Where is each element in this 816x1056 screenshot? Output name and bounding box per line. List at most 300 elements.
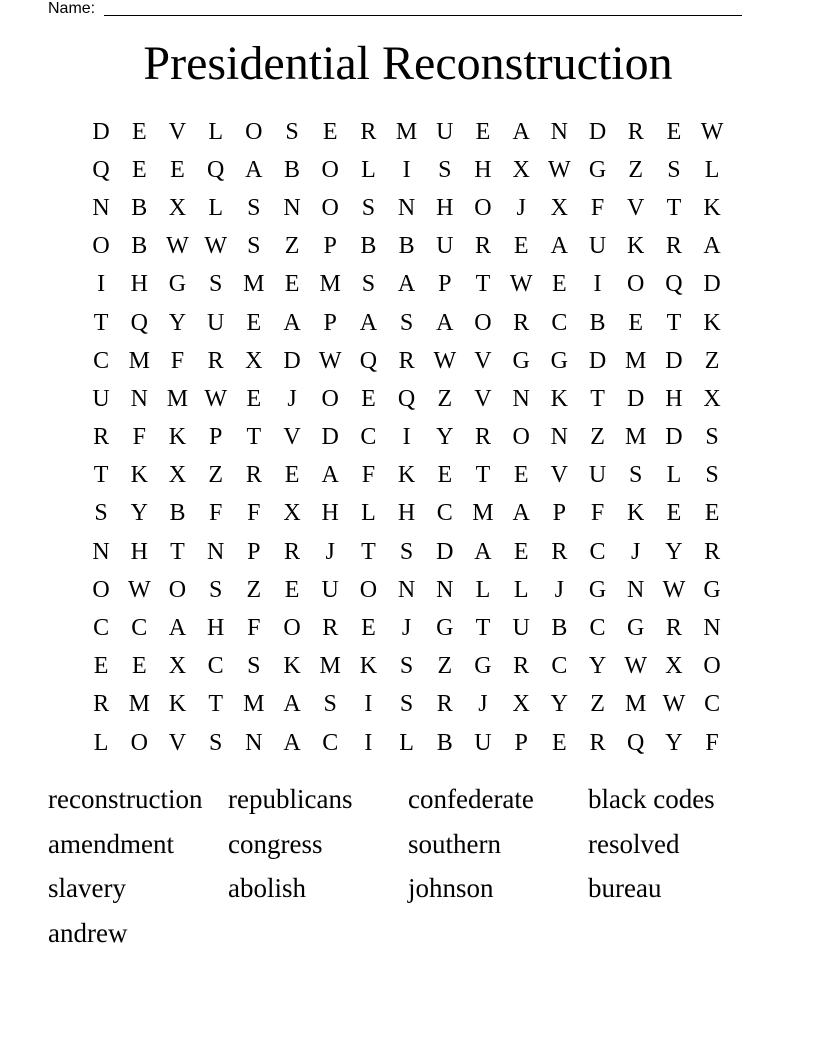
grid-letter: S [705, 424, 719, 451]
grid-letter: J [325, 538, 335, 565]
grid-letter: R [322, 615, 339, 642]
grid-letter: W [127, 576, 151, 603]
grid-letter: G [436, 615, 454, 642]
grid-letter: P [514, 729, 528, 756]
grid-letter: J [554, 576, 565, 603]
grid-letter: E [131, 653, 147, 680]
grid-letter: C [551, 309, 568, 336]
grid-letter: G [703, 576, 721, 603]
grid-letter: O [321, 194, 339, 221]
grid-letter: R [93, 424, 110, 451]
grid-letter: Z [590, 691, 605, 718]
grid-letter: C [551, 653, 568, 680]
grid-letter: R [398, 347, 415, 374]
grid-letter: J [287, 385, 297, 412]
grid-letter: R [704, 538, 721, 565]
grid-letter: C [131, 615, 148, 642]
grid-letter: S [361, 194, 376, 221]
grid-letter: D [665, 424, 683, 451]
grid-letter: M [128, 691, 150, 718]
grid-letter: P [247, 538, 261, 565]
grid-letter: H [474, 156, 492, 183]
grid-letter: N [397, 576, 416, 603]
grid-letter: L [361, 156, 376, 183]
word-list-item: abolish [228, 873, 306, 903]
grid-letter: A [283, 729, 301, 756]
grid-letter: C [322, 729, 339, 756]
word-list-item: congress [228, 828, 323, 859]
grid-letter: R [93, 691, 110, 718]
grid-letter: J [516, 194, 526, 221]
grid-letter: G [512, 347, 530, 374]
grid-letter: Q [130, 309, 148, 336]
grid-letter: X [512, 691, 530, 718]
grid-letter: R [284, 538, 301, 565]
grid-letter: E [513, 538, 529, 565]
grid-letter: F [361, 462, 376, 489]
grid-letter: C [704, 691, 721, 718]
grid-letter: L [513, 576, 529, 603]
grid-letter: W [318, 347, 342, 374]
word-list-item: johnson [408, 873, 494, 903]
grid-letter: R [551, 538, 568, 565]
grid-letter: O [474, 194, 492, 221]
grid-letter: W [624, 653, 648, 680]
grid-letter: S [399, 691, 414, 718]
grid-letter: N [130, 385, 148, 412]
grid-letter: Y [588, 653, 607, 680]
grid-letter: V [627, 194, 645, 221]
grid-letter: A [245, 156, 263, 183]
grid-letter: T [590, 385, 605, 412]
grid-letter: T [208, 691, 223, 718]
grid-letter: P [208, 424, 223, 451]
grid-letter: B [436, 729, 453, 756]
word-list-item: resolved [588, 828, 680, 859]
grid-letter: N [92, 538, 110, 565]
grid-letter: S [399, 309, 414, 336]
grid-letter: B [284, 156, 301, 183]
grid-letter: K [703, 194, 721, 221]
grid-letter: Q [206, 156, 225, 183]
grid-letter: A [397, 271, 416, 298]
grid-letter: B [169, 500, 186, 527]
grid-letter: R [589, 729, 606, 756]
grid-letter: G [168, 271, 187, 298]
grid-letter: S [399, 653, 414, 680]
word-list-item: bureau [588, 873, 662, 903]
word-list-item: republicans [228, 784, 353, 814]
grid-letter: F [247, 500, 261, 527]
grid-letter: M [395, 118, 418, 145]
grid-letter: G [588, 576, 607, 603]
grid-letter: L [361, 500, 376, 527]
grid-letter: F [705, 729, 719, 756]
grid-letter: E [246, 385, 262, 412]
grid-letter: E [475, 118, 491, 145]
grid-letter: V [168, 118, 187, 145]
grid-letter: E [628, 309, 644, 336]
grid-letter: A [436, 309, 454, 336]
grid-letter: R [360, 118, 377, 145]
grid-letter: K [168, 424, 187, 451]
grid-letter: I [364, 729, 373, 756]
grid-letter: A [283, 309, 301, 336]
grid-letter: G [627, 615, 645, 642]
grid-letter: H [321, 500, 339, 527]
grid-letter: A [359, 309, 378, 336]
grid-letter: N [92, 194, 110, 221]
grid-letter: S [208, 729, 223, 756]
grid-letter: H [130, 538, 148, 565]
grid-letter: J [631, 538, 641, 565]
grid-letter: O [168, 576, 187, 603]
grid-letter: F [247, 615, 261, 642]
grid-letter: B [551, 615, 568, 642]
grid-letter: T [93, 462, 109, 489]
grid-letter: S [247, 653, 261, 680]
grid-letter: A [512, 118, 530, 145]
grid-letter: B [360, 233, 377, 260]
grid-letter: V [474, 347, 492, 374]
grid-letter: E [284, 271, 300, 298]
grid-letter: S [208, 576, 223, 603]
grid-letter: U [588, 233, 607, 260]
grid-letter: L [704, 156, 720, 183]
grid-letter: G [550, 347, 569, 374]
grid-letter: T [170, 538, 185, 565]
grid-letter: T [666, 309, 682, 336]
word-list-item: black codes [588, 784, 715, 814]
grid-letter: D [588, 118, 607, 145]
grid-letter: L [208, 194, 223, 221]
grid-letter: O [92, 576, 110, 603]
grid-letter: T [361, 538, 376, 565]
grid-letter: S [438, 156, 452, 183]
grid-letter: O [283, 615, 301, 642]
word-list-item: slavery [48, 873, 126, 903]
grid-letter: S [667, 156, 681, 183]
grid-letter: U [206, 309, 225, 336]
grid-letter: W [548, 156, 571, 183]
grid-letter: K [130, 462, 148, 489]
grid-letter: S [285, 118, 299, 145]
grid-letter: O [359, 576, 378, 603]
grid-letter: S [629, 462, 643, 489]
grid-letter: N [550, 424, 569, 451]
grid-letter: H [206, 615, 225, 642]
grid-letter: N [245, 729, 263, 756]
grid-letter: B [398, 233, 415, 260]
grid-letter: H [397, 500, 416, 527]
grid-letter: R [207, 347, 224, 374]
grid-letter: W [662, 576, 686, 603]
grid-letter: X [168, 653, 187, 680]
grid-letter: S [399, 538, 414, 565]
grid-letter: R [474, 233, 491, 260]
grid-letter: M [319, 271, 341, 298]
grid-letter: Z [704, 347, 720, 374]
grid-letter: S [208, 271, 223, 298]
grid-letter: E [284, 462, 300, 489]
grid-letter: F [132, 424, 146, 451]
grid-letter: V [283, 424, 301, 451]
grid-letter: V [474, 385, 492, 412]
grid-letter: Q [627, 729, 645, 756]
grid-letter: I [364, 691, 373, 718]
grid-letter: A [168, 615, 187, 642]
grid-letter: D [283, 347, 301, 374]
grid-letter: C [589, 615, 606, 642]
grid-letter: E [666, 118, 682, 145]
grid-letter: W [433, 347, 457, 374]
grid-letter: M [166, 385, 189, 412]
letter-grid [82, 113, 731, 762]
grid-letter: E [170, 156, 185, 183]
grid-letter: E [513, 462, 529, 489]
grid-letter: X [168, 194, 187, 221]
grid-letter: D [321, 424, 339, 451]
grid-letter: C [207, 653, 224, 680]
grid-letter: L [93, 729, 109, 756]
grid-letter: T [475, 615, 491, 642]
grid-letter: L [666, 462, 682, 489]
grid-letter: F [590, 500, 605, 527]
grid-letter: X [550, 194, 569, 221]
grid-letter: H [436, 194, 454, 221]
grid-letter: D [588, 347, 607, 374]
grid-letter: Z [246, 576, 262, 603]
grid-letter: N [512, 385, 530, 412]
grid-letter: O [627, 271, 645, 298]
grid-letter: E [322, 118, 338, 145]
grid-letter: S [94, 500, 108, 527]
grid-letter: K [550, 385, 569, 412]
grid-letter: R [245, 462, 262, 489]
grid-letter: R [436, 691, 453, 718]
grid-letter: Z [208, 462, 223, 489]
grid-letter: K [359, 653, 378, 680]
grid-letter: C [436, 500, 453, 527]
grid-letter: P [323, 233, 337, 260]
grid-letter: U [436, 118, 454, 145]
grid-letter: E [704, 500, 720, 527]
grid-letter: M [472, 500, 494, 527]
grid-letter: N [436, 576, 454, 603]
grid-letter: W [204, 233, 227, 260]
grid-letter: C [93, 615, 110, 642]
grid-letter: M [625, 691, 647, 718]
grid-letter: V [168, 729, 187, 756]
grid-letter: D [703, 271, 721, 298]
grid-letter: E [131, 156, 147, 183]
grid-letter: V [550, 462, 569, 489]
name-label: Name: [48, 0, 96, 17]
grid-letter: A [512, 500, 530, 527]
grid-letter: F [170, 347, 185, 374]
grid-letter: C [589, 538, 606, 565]
grid-letter: P [438, 271, 452, 298]
grid-letter: O [321, 385, 339, 412]
grid-letter: U [588, 462, 607, 489]
grid-letter: O [130, 729, 148, 756]
grid-letter: D [665, 347, 683, 374]
grid-letter: R [665, 615, 682, 642]
grid-letter: K [627, 233, 645, 260]
grid-letter: M [625, 347, 647, 374]
grid-letter: K [627, 500, 645, 527]
grid-letter: M [243, 691, 265, 718]
grid-letter: A [474, 538, 492, 565]
grid-letter: O [512, 424, 530, 451]
grid-letter: N [397, 194, 416, 221]
grid-letter: D [436, 538, 454, 565]
grid-letter: M [243, 271, 265, 298]
grid-letter: E [246, 309, 262, 336]
grid-letter: E [552, 271, 567, 298]
grid-letter: J [401, 615, 412, 642]
grid-letter: U [321, 576, 339, 603]
grid-letter: U [92, 385, 110, 412]
grid-letter: Z [284, 233, 300, 260]
grid-letter: G [588, 156, 607, 183]
grid-letter: Q [359, 347, 378, 374]
grid-letter: E [131, 118, 147, 145]
name-write-line [104, 15, 742, 16]
grid-letter: N [283, 194, 301, 221]
grid-letter: U [436, 233, 454, 260]
grid-letter: A [550, 233, 569, 260]
grid-letter: E [284, 576, 300, 603]
grid-letter: O [321, 156, 339, 183]
grid-letter: R [627, 118, 644, 145]
grid-letter: T [475, 462, 491, 489]
word-list-item: amendment [48, 828, 174, 859]
page-title: Presidential Reconstruction [143, 37, 673, 90]
grid-letter: X [665, 653, 683, 680]
grid-letter: I [402, 424, 411, 451]
grid-letter: C [93, 347, 110, 374]
grid-letter: A [321, 462, 339, 489]
grid-letter: R [513, 653, 530, 680]
grid-letter: Y [436, 424, 454, 451]
grid-letter: W [662, 691, 686, 718]
grid-letter: I [593, 271, 602, 298]
grid-letter: O [92, 233, 110, 260]
grid-letter: T [666, 194, 682, 221]
grid-letter: U [474, 729, 492, 756]
grid-letter: E [93, 653, 109, 680]
grid-letter: B [589, 309, 606, 336]
grid-letter: Q [92, 156, 110, 183]
grid-letter: X [168, 462, 187, 489]
grid-letter: O [703, 653, 721, 680]
grid-letter: Y [550, 691, 569, 718]
grid-letter: W [166, 233, 189, 260]
grid-letter: Z [437, 653, 453, 680]
grid-letter: S [705, 462, 719, 489]
word-list-item: southern [408, 828, 501, 859]
grid-letter: U [512, 615, 530, 642]
grid-letter: Y [168, 309, 187, 336]
grid-letter: Z [628, 156, 644, 183]
grid-letter: T [246, 424, 262, 451]
grid-letter: Y [665, 538, 683, 565]
grid-letter: E [666, 500, 682, 527]
grid-letter: K [397, 462, 416, 489]
word-list-item: confederate [408, 784, 534, 814]
grid-letter: Z [437, 385, 453, 412]
grid-letter: D [92, 118, 110, 145]
grid-letter: K [168, 691, 187, 718]
grid-letter: S [247, 233, 261, 260]
grid-letter: H [130, 271, 148, 298]
grid-letter: P [552, 500, 567, 527]
grid-letter: N [703, 615, 721, 642]
grid-letter: M [625, 424, 647, 451]
grid-letter: X [512, 156, 530, 183]
grid-letter: S [247, 194, 261, 221]
grid-letter: O [245, 118, 263, 145]
grid-letter: X [283, 500, 301, 527]
grid-letter: Q [397, 385, 416, 412]
grid-letter: F [590, 194, 605, 221]
grid-letter: S [323, 691, 337, 718]
grid-letter: P [323, 309, 337, 336]
grid-letter: B [131, 233, 148, 260]
word-list-item: andrew [48, 917, 128, 948]
grid-letter: R [474, 424, 491, 451]
grid-letter: M [319, 653, 341, 680]
grid-letter: F [208, 500, 223, 527]
word-list-item: reconstruction [48, 784, 203, 814]
grid-letter: Y [665, 729, 683, 756]
grid-letter: X [703, 385, 721, 412]
grid-letter: K [283, 653, 301, 680]
grid-letter: E [513, 233, 529, 260]
grid-letter: N [550, 118, 569, 145]
grid-letter: C [360, 424, 377, 451]
grid-letter: A [283, 691, 301, 718]
grid-letter: E [437, 462, 453, 489]
word-list [48, 780, 768, 958]
grid-letter: A [703, 233, 721, 260]
grid-letter: L [208, 118, 223, 145]
grid-letter: I [402, 156, 411, 183]
grid-letter: W [204, 385, 227, 412]
grid-letter: W [700, 118, 724, 145]
grid-letter: R [665, 233, 682, 260]
grid-letter: S [361, 271, 376, 298]
grid-letter: Y [130, 500, 148, 527]
grid-letter: N [206, 538, 225, 565]
grid-letter: L [399, 729, 414, 756]
grid-letter: E [552, 729, 567, 756]
grid-letter: X [245, 347, 263, 374]
grid-letter: E [361, 385, 376, 412]
grid-letter: Q [665, 271, 683, 298]
grid-letter: O [474, 309, 492, 336]
grid-letter: K [703, 309, 721, 336]
grid-letter: G [474, 653, 492, 680]
grid-letter: W [509, 271, 533, 298]
grid-letter: T [93, 309, 109, 336]
grid-letter: D [627, 385, 645, 412]
grid-letter: Z [590, 424, 605, 451]
grid-letter: M [128, 347, 150, 374]
grid-letter: T [475, 271, 491, 298]
grid-letter: L [475, 576, 491, 603]
